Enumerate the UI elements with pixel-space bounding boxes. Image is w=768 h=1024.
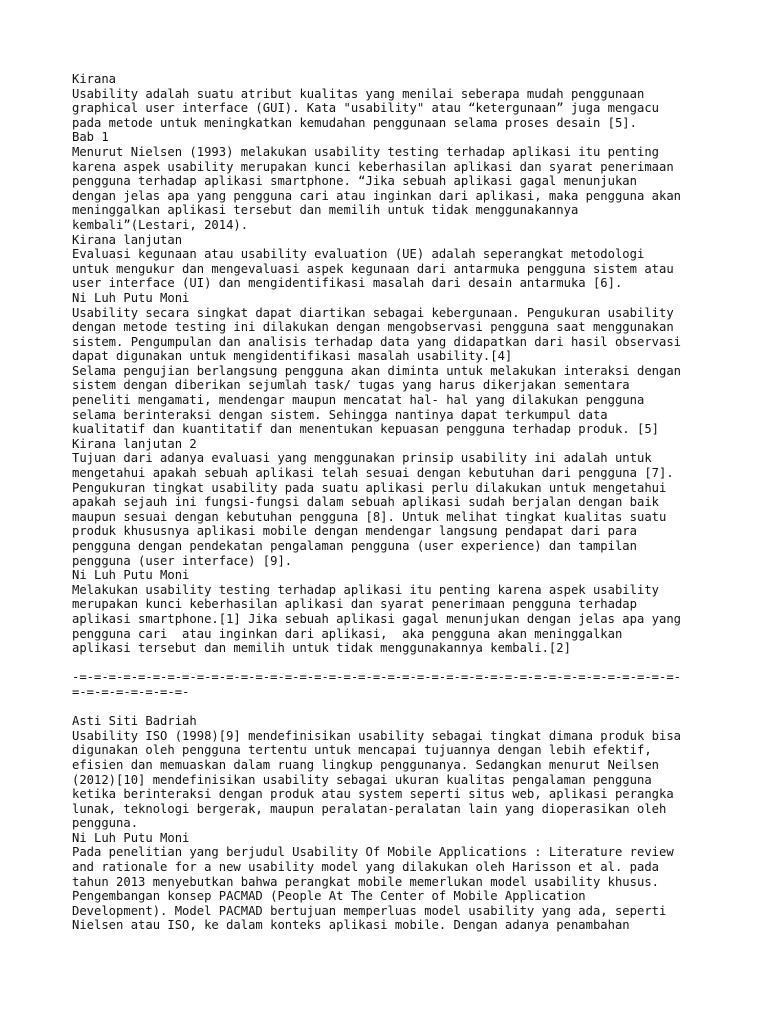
text-line: untuk mengukur dan mengevaluasi aspek kegunaan dari antarmuka pengguna sistem atau [72,261,674,276]
text-line: lunak, teknologi bergerak, maupun peralatan-peralatan lain yang dioperasikan oleh [72,801,667,816]
blank-line [72,656,702,671]
text-line: apakah sejauh ini fungsi-fungsi dalam sebuah aplikasi sudah berjalan dengan baik [72,495,659,510]
text-line: Pengukuran tingkat usability pada suatu aplikasi perlu dilakukan untuk mengetahui [72,480,667,495]
text-line: Pada penelitian yang berjudul Usability Of Mobile Applications : Literature review [72,845,674,860]
text-line: Tujuan dari adanya evaluasi yang menggunakan prinsip usability ini adalah untuk [72,451,652,466]
text-line: Evaluasi kegunaan atau usability evaluation (UE) adalah seperangkat metodologi [72,247,645,262]
text-line: pengguna dengan pendekatan pengalaman pengguna (user experience) dan tampilan [72,539,637,553]
text-line: sistem dengan diberikan sejumlah task/ tugas yang harus dikerjakan sementara [72,378,630,393]
text-line: Pengembangan konsep PACMAD (People At The Center of Mobile Application [72,889,586,904]
blank-line [72,700,702,715]
text-line: Selama pengujian berlangsung pengguna akan diminta untuk melakukan interaksi dengan [72,363,682,378]
text-line: =-=-=-=-=-=-=-=- [72,684,190,699]
text-line: efisien dan memuaskan dalam ruang lingkup penggunanya. Sedangkan menurut Neilsen [72,757,659,772]
text-line: dengan metode testing ini dilakukan dengan mengobservasi pengguna saat menggunakan [72,320,674,335]
text-line: graphical user interface (GUI). Kata "usability" atau “ketergunaan” juga mengacu [72,101,659,116]
text-line: Kirana lanjutan 2 [72,436,197,451]
text-line: kembali”(Lestari, 2014). [72,217,249,232]
text-line: Asti Siti Badriah [72,714,197,729]
text-line: Usability secara singkat dapat diartikan sebagai kebergunaan. Pengukuran usability [72,305,674,320]
text-line: Menurut Nielsen (1993) melakukan usability testing terhadap aplikasi itu penting [72,144,659,159]
text-line: sistem. Pengumpulan dan analisis terhadap data yang didapatkan dari hasil observasi [72,334,682,349]
text-line: Usability ISO (1998)[9] mendefinisikan usability sebagai tingkat dimana produk bisa [72,728,682,743]
text-line: aplikasi smartphone.[1] Jika sebuah aplikasi gagal menunjukan dengan jelas apa yang [72,611,682,626]
document-page [72,72,702,933]
text-line: Ni Luh Putu Moni [72,290,190,305]
text-line: maupun sesuai dengan kebutuhan pengguna [8]. Untuk melihat tingkat kualitas suatu [72,509,667,524]
text-line: user interface (UI) dan mengidentifikasi masalah dari desain antarmuka [6]. [72,276,623,291]
text-line: Usability adalah suatu atribut kualitas yang menilai seberapa mudah penggunaan [72,86,645,101]
text-line: -=-=-=-=-=-=-=-=-=-=-=-=-=-=-=-=-=-=-=-=-=-=-=-=-=-=-=-=-=-=-=-=-=-=-=-=-=-=-=-=-=- [72,670,682,685]
text-line: digunakan oleh pengguna tertentu untuk mencapai tujuannya dengan lebih efektif, [72,743,652,758]
text-line: pengguna terhadap aplikasi smartphone. “Jika sebuah aplikasi gagal menunjukan [72,174,637,189]
text-line: ketika berinteraksi dengan produk atau system seperti situs web, aplikasi perangka [72,787,674,802]
text-line: selama berinteraksi dengan sistem. Sehingga nantinya dapat terkumpul data [72,407,608,422]
text-line: Bab 1 [72,130,109,145]
text-line: Development). Model PACMAD bertujuan memperluas model usability yang ada, seperti [72,903,667,918]
text-line: pengguna cari atau inginkan dari aplikasi, aka pengguna akan meninggalkan [72,626,623,641]
text-line: kualitatif dan kuantitatif dan menentukan kepuasan pengguna terhadap produk. [5] [72,422,659,437]
text-line: aplikasi tersebut dan memilih untuk tidak menggunakannya kembali.[2] [72,641,571,656]
text-line: Ni Luh Putu Moni [72,830,190,845]
text-line: produk khususnya aplikasi mobile dengan mendengar langsung pendapat dari para [72,524,637,539]
text-line: karena aspek usability merupakan kunci keberhasilan aplikasi dan syarat penerimaan [72,159,674,174]
text-line: (2012)[10] mendefinisikan usability sebagai ukuran kualitas pengalaman pengguna [72,772,652,787]
text-line: pengguna (user interface) [9]. [72,553,293,568]
text-line: meninggalkan aplikasi tersebut dan memilih untuk tidak menggunakannya [72,203,579,218]
text-line: Ni Luh Putu Moni [72,568,190,583]
text-line: Melakukan usability testing terhadap aplikasi itu penting karena aspek usability [72,582,659,597]
text-line: Kirana lanjutan [72,232,183,247]
text-line: Kirana [72,72,117,86]
text-line: pada metode untuk meningkatkan kemudahan penggunaan selama proses desain [5]. [72,115,637,130]
text-line: mengetahui apakah sebuah aplikasi telah sesuai dengan kebutuhan dari pengguna [7]. [72,466,674,481]
text-line: and rationale for a new usability model yang dilakukan oleh Harisson et al. pada [72,860,659,875]
text-line: dengan jelas apa yang pengguna cari atau inginkan dari aplikasi, maka pengguna akan [72,188,682,203]
text-line: peneliti mengamati, mendengar maupun mencatat hal- hal yang dilakukan pengguna [72,393,645,408]
text-line: Nielsen atau ISO, ke dalam konteks aplikasi mobile. Dengan adanya penambahan [72,918,630,933]
text-line: tahun 2013 menyebutkan bahwa perangkat mobile memerlukan model usability khusus. [72,874,659,889]
text-line: dapat digunakan untuk mengidentifikasi masalah usability.[4] [72,349,513,364]
text-line: pengguna. [72,816,139,831]
text-line: merupakan kunci keberhasilan aplikasi dan syarat penerimaan pengguna terhadap [72,597,637,612]
